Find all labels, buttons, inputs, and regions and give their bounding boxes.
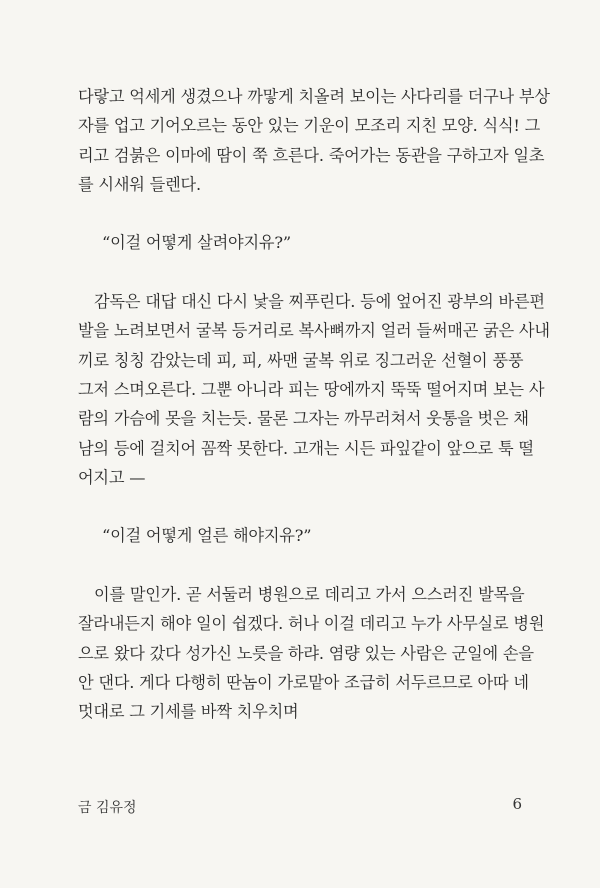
text-line: 그저 스며오른다. 그뿐 아니라 피는 땅에까지 뚝뚝 떨어지며 보는 사 bbox=[78, 379, 545, 399]
text-line: 남의 등에 걸치어 꼼짝 못한다. 고개는 시든 파잎같이 앞으로 툭 떨 bbox=[78, 438, 534, 458]
text-line: 자를 업고 기어오르는 동안 있는 기운이 모조리 지친 모양. 식식! 그 bbox=[78, 116, 541, 136]
text-line: 발을 노려보면서 굴복 등거리로 복사뼈까지 얼러 들써매곤 굵은 사내 bbox=[78, 321, 550, 341]
text-line: 를 시새워 들렌다. bbox=[78, 174, 201, 194]
page-number: 6 bbox=[512, 795, 522, 813]
body-text bbox=[78, 82, 550, 727]
footer-author: 금 김유정 bbox=[78, 800, 137, 816]
text-line: 리고 검붉은 이마에 땀이 쭉 흐른다. 죽어가는 동관을 구하고자 일초 bbox=[78, 145, 545, 165]
text-line: 다랗고 억세게 생겼으나 까맣게 치올려 보이는 사다리를 더구나 부상 bbox=[78, 87, 550, 106]
paragraph-gap bbox=[78, 258, 522, 287]
dialogue-line: “이걸 어떻게 살려야지유?” bbox=[102, 233, 291, 253]
text-line: 으로 왔다 갔다 성가신 노릇을 하랴. 염량 있는 사람은 군일에 손을 bbox=[78, 643, 534, 663]
text-line: 멋대로 그 기세를 바짝 치우치며 bbox=[78, 702, 299, 722]
text-line: 안 댄다. 게다 다행히 딴놈이 가로맡아 조급히 서두르므로 아따 네 bbox=[78, 672, 529, 692]
paragraph-gap bbox=[78, 492, 522, 521]
text-line: 어지고 — bbox=[78, 467, 146, 487]
dialogue-line: “이걸 어떻게 얼른 해야지유?” bbox=[102, 526, 312, 546]
text-line: 감독은 대답 대신 다시 낯을 찌푸린다. 등에 엎어진 광부의 바른편 bbox=[94, 292, 545, 312]
text-line: 이를 말인가. 곧 서둘러 병원으로 데리고 가서 으스러진 발목을 bbox=[94, 585, 525, 605]
text-line: 끼로 칭칭 감았는데 피, 피, 싸맨 굴복 위로 징그러운 선혈이 풍풍 bbox=[78, 350, 524, 370]
paragraph-gap bbox=[78, 199, 522, 228]
text-line: 잘라내든지 해야 일이 쉽겠다. 허나 이걸 데리고 누가 사무실로 병원 bbox=[78, 614, 545, 634]
text-line: 람의 가슴에 못을 치는듯. 물론 그자는 까무러쳐서 웃통을 벗은 채 bbox=[78, 409, 529, 429]
paragraph-gap bbox=[78, 551, 522, 580]
